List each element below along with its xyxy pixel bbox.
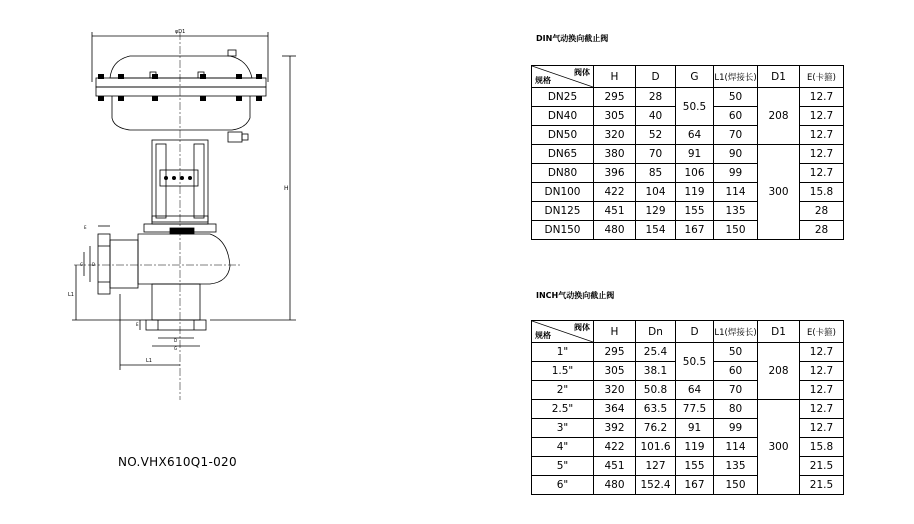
col-header-d: D bbox=[636, 66, 676, 88]
corner-header-top: 阀体 bbox=[574, 68, 590, 77]
cell-size: DN125 bbox=[532, 202, 594, 221]
cell-d1: 208 bbox=[758, 343, 800, 400]
cell-g: 167 bbox=[676, 221, 714, 240]
cell-dn: 127 bbox=[636, 457, 676, 476]
cell-l1: 60 bbox=[714, 362, 758, 381]
cell-h: 295 bbox=[594, 88, 636, 107]
cell-d1: 208 bbox=[758, 88, 800, 145]
cell-d: 40 bbox=[636, 107, 676, 126]
cell-l1: 60 bbox=[714, 107, 758, 126]
cell-h: 480 bbox=[594, 221, 636, 240]
cell-d: 85 bbox=[636, 164, 676, 183]
cell-l1: 50 bbox=[714, 343, 758, 362]
cell-d: 119 bbox=[676, 438, 714, 457]
cell-g: 119 bbox=[676, 183, 714, 202]
col-header-e: E(卡箍) bbox=[800, 66, 844, 88]
col-header-d1: D1 bbox=[758, 321, 800, 343]
cell-dn: 152.4 bbox=[636, 476, 676, 495]
cell-h: 364 bbox=[594, 400, 636, 419]
cell-d: 129 bbox=[636, 202, 676, 221]
cell-size: 5" bbox=[532, 457, 594, 476]
cell-e: 15.8 bbox=[800, 183, 844, 202]
cell-d: 77.5 bbox=[676, 400, 714, 419]
cell-d: 70 bbox=[636, 145, 676, 164]
col-header-e: E(卡箍) bbox=[800, 321, 844, 343]
cell-h: 295 bbox=[594, 343, 636, 362]
cell-h: 422 bbox=[594, 438, 636, 457]
table-row bbox=[532, 88, 844, 107]
col-header-l1: L1(焊接长) bbox=[714, 66, 758, 88]
cell-h: 380 bbox=[594, 145, 636, 164]
h-label: H bbox=[284, 185, 289, 192]
inch-spec-table bbox=[531, 320, 844, 495]
col-header-l1: L1(焊接长) bbox=[714, 321, 758, 343]
cell-e: 12.7 bbox=[800, 126, 844, 145]
cell-e: 12.7 bbox=[800, 381, 844, 400]
col-header-h: H bbox=[594, 66, 636, 88]
cell-e: 21.5 bbox=[800, 476, 844, 495]
cell-d: 91 bbox=[676, 419, 714, 438]
cell-size: DN65 bbox=[532, 145, 594, 164]
cell-g: 91 bbox=[676, 145, 714, 164]
col-header-d: D bbox=[676, 321, 714, 343]
col-header-g: G bbox=[676, 66, 714, 88]
cell-size: 2.5" bbox=[532, 400, 594, 419]
cell-size: 2" bbox=[532, 381, 594, 400]
cell-size: DN80 bbox=[532, 164, 594, 183]
valve-drawing bbox=[60, 20, 350, 400]
cell-h: 422 bbox=[594, 183, 636, 202]
table-row bbox=[532, 400, 844, 419]
cell-e: 12.7 bbox=[800, 419, 844, 438]
cell-h: 320 bbox=[594, 381, 636, 400]
cell-dn: 63.5 bbox=[636, 400, 676, 419]
table-row bbox=[532, 343, 844, 362]
inch-table-title: INCH气动换向截止阀 bbox=[536, 291, 615, 300]
cell-size: 1" bbox=[532, 343, 594, 362]
g-bottom-label: G bbox=[174, 346, 178, 351]
e-top-label: E bbox=[84, 225, 87, 230]
cell-l1: 50 bbox=[714, 88, 758, 107]
cell-dn: 50.8 bbox=[636, 381, 676, 400]
cell-d1: 300 bbox=[758, 400, 800, 495]
l1-bottom-label: L1 bbox=[146, 358, 152, 364]
cell-size: 4" bbox=[532, 438, 594, 457]
cell-d: 104 bbox=[636, 183, 676, 202]
cell-dn: 38.1 bbox=[636, 362, 676, 381]
cell-e: 12.7 bbox=[800, 362, 844, 381]
cell-size: DN150 bbox=[532, 221, 594, 240]
cell-l1: 114 bbox=[714, 183, 758, 202]
din-spec-table bbox=[531, 65, 844, 240]
col-header-h: H bbox=[594, 321, 636, 343]
cell-h: 305 bbox=[594, 362, 636, 381]
din-table-title: DIN气动换向截止阀 bbox=[536, 34, 609, 43]
table-header-row bbox=[532, 321, 844, 343]
cell-l1: 70 bbox=[714, 381, 758, 400]
cell-e: 15.8 bbox=[800, 438, 844, 457]
cell-d1: 300 bbox=[758, 145, 800, 240]
cell-l1: 150 bbox=[714, 221, 758, 240]
table-header-row bbox=[532, 66, 844, 88]
cell-d: 155 bbox=[676, 457, 714, 476]
cell-g: 50.5 bbox=[676, 88, 714, 126]
d1-label: φD1 bbox=[175, 29, 186, 35]
col-header-d1: D1 bbox=[758, 66, 800, 88]
cell-d: 167 bbox=[676, 476, 714, 495]
table-row bbox=[532, 145, 844, 164]
model-number: NO.VHX610Q1-020 bbox=[118, 455, 237, 469]
cell-l1: 150 bbox=[714, 476, 758, 495]
cell-size: 1.5" bbox=[532, 362, 594, 381]
cell-size: 3" bbox=[532, 419, 594, 438]
cell-e: 28 bbox=[800, 221, 844, 240]
corner-header-top: 阀体 bbox=[574, 323, 590, 332]
cell-dn: 101.6 bbox=[636, 438, 676, 457]
cell-e: 12.7 bbox=[800, 400, 844, 419]
cell-e: 21.5 bbox=[800, 457, 844, 476]
cell-h: 392 bbox=[594, 419, 636, 438]
cell-l1: 90 bbox=[714, 145, 758, 164]
corner-header bbox=[532, 66, 594, 88]
cell-l1: 80 bbox=[714, 400, 758, 419]
cell-h: 451 bbox=[594, 202, 636, 221]
cell-h: 451 bbox=[594, 457, 636, 476]
cell-e: 28 bbox=[800, 202, 844, 221]
cell-d: 52 bbox=[636, 126, 676, 145]
col-header-dn: Dn bbox=[636, 321, 676, 343]
cell-h: 480 bbox=[594, 476, 636, 495]
d-left-label: D bbox=[92, 262, 96, 267]
e-bottom-label: E bbox=[136, 322, 139, 327]
cell-l1: 99 bbox=[714, 419, 758, 438]
cell-l1: 135 bbox=[714, 457, 758, 476]
cell-e: 12.7 bbox=[800, 343, 844, 362]
cell-h: 396 bbox=[594, 164, 636, 183]
cell-size: DN40 bbox=[532, 107, 594, 126]
l1-left-label: L1 bbox=[68, 292, 74, 298]
cell-d: 64 bbox=[676, 381, 714, 400]
cell-d: 154 bbox=[636, 221, 676, 240]
cell-e: 12.7 bbox=[800, 145, 844, 164]
cell-size: DN100 bbox=[532, 183, 594, 202]
cell-l1: 114 bbox=[714, 438, 758, 457]
g-left-label: G bbox=[80, 262, 84, 267]
cell-d: 28 bbox=[636, 88, 676, 107]
cell-size: DN50 bbox=[532, 126, 594, 145]
cell-dn: 25.4 bbox=[636, 343, 676, 362]
corner-header-bottom: 规格 bbox=[535, 76, 551, 85]
cell-g: 64 bbox=[676, 126, 714, 145]
corner-header bbox=[532, 321, 594, 343]
cell-l1: 135 bbox=[714, 202, 758, 221]
cell-e: 12.7 bbox=[800, 88, 844, 107]
cell-g: 106 bbox=[676, 164, 714, 183]
cell-d: 50.5 bbox=[676, 343, 714, 381]
cell-size: DN25 bbox=[532, 88, 594, 107]
cell-h: 305 bbox=[594, 107, 636, 126]
corner-header-bottom: 规格 bbox=[535, 331, 551, 340]
cell-size: 6" bbox=[532, 476, 594, 495]
cell-e: 12.7 bbox=[800, 164, 844, 183]
cell-g: 155 bbox=[676, 202, 714, 221]
cell-dn: 76.2 bbox=[636, 419, 676, 438]
cell-l1: 70 bbox=[714, 126, 758, 145]
cell-l1: 99 bbox=[714, 164, 758, 183]
d-bottom-label: D bbox=[174, 338, 178, 343]
cell-e: 12.7 bbox=[800, 107, 844, 126]
cell-h: 320 bbox=[594, 126, 636, 145]
